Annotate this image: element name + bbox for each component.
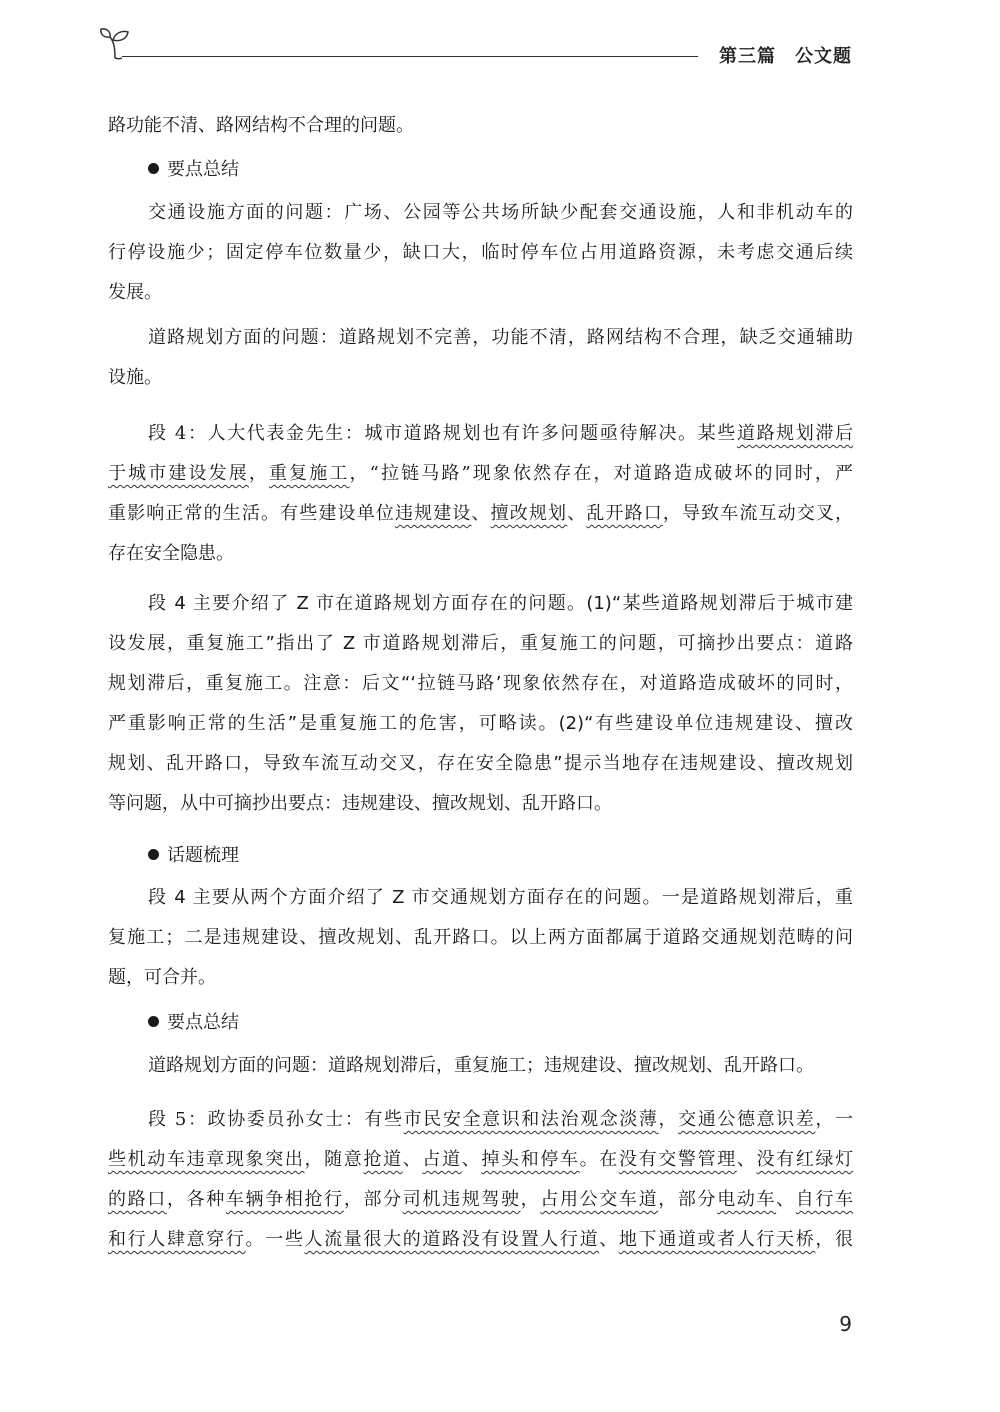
- underlined-phrase: 道路规划滞后: [736, 423, 854, 444]
- text-line: 段 4 主要介绍了 Z 市在道路规划方面存在的问题。(1)“某些道路规划滞后于城市建: [148, 593, 853, 614]
- source-paragraph-5: [108, 1100, 853, 1260]
- paragraph: [108, 318, 853, 398]
- bullet-dot-icon: [148, 849, 159, 860]
- text-line: 规划滞后，重复施工。注意：后文“‘拉链马路’现象依然存在，对道路造成破坏的同时，: [108, 673, 853, 694]
- underlined-phrase: 司机违规驾驶: [402, 1189, 521, 1210]
- text-line: 规划、乱开路口，导致车流互动交叉，存在安全隐患”提示当地存在违规建设、擅改规划: [108, 753, 853, 774]
- text-line: 严重影响正常的生活”是重复施工的危害，可略读。(2)“有些建设单位违规建设、擅改: [108, 713, 853, 734]
- header-rule: [122, 56, 698, 57]
- underlined-phrase: 地下通道或者人行天桥: [618, 1229, 816, 1250]
- underlined-phrase: 于城市建设发展: [108, 463, 249, 484]
- bullet-dot-icon: [148, 1016, 159, 1027]
- underlined-phrase: 车辆争相抢行: [225, 1189, 344, 1210]
- text-line: 设施。: [108, 367, 162, 388]
- bullet-dot-icon: [148, 163, 159, 174]
- text-line: 和行人肆意穿行。一些人流量很大的道路没有设置人行道、地下通道或者人行天桥，很: [108, 1229, 854, 1250]
- bullet-heading: [148, 836, 239, 876]
- underlined-phrase: 没有交警管理: [618, 1149, 737, 1170]
- underlined-phrase: 违规建设: [394, 503, 472, 524]
- paragraph: [108, 193, 853, 313]
- page-number: 9: [839, 1312, 852, 1336]
- heading-text: 要点总结: [167, 159, 239, 180]
- bullet-heading: [148, 1003, 239, 1043]
- underlined-phrase: 没有红绿灯: [756, 1149, 854, 1170]
- text-line: 道路规划方面的问题：道路规划滞后，重复施工；违规建设、擅改规划、乱开路口。: [148, 1055, 814, 1076]
- text-line: 设发展，重复施工”指出了 Z 市道路规划滞后，重复施工的问题，可摘抄出要点：道路: [108, 633, 853, 654]
- page-header: [98, 26, 858, 74]
- underlined-phrase: 和行人肆意穿行: [108, 1229, 246, 1250]
- paragraph: [108, 106, 853, 146]
- underlined-phrase: 抢道: [363, 1149, 403, 1170]
- underlined-phrase: 重复施工: [269, 463, 350, 484]
- text-line: 存在安全隐患。: [108, 543, 234, 564]
- underlined-phrase: 乱开路口: [586, 503, 663, 524]
- text-line: 交通设施方面的问题：广场、公园等公共场所缺少配套交通设施，人和非机动车的: [148, 202, 853, 223]
- text-line: 于城市建设发展，重复施工，“拉链马路”现象依然存在，对道路造成破坏的同时，严: [108, 463, 854, 484]
- text-line: 行停设施少；固定停车位数量少，缺口大，临时停车位占用道路资源，未考虑交通后续: [108, 242, 853, 263]
- heading-text: 要点总结: [167, 1012, 239, 1033]
- text-line: 的路口，各种车辆争相抢行，部分司机违规驾驶，占用公交车道，部分电动车、自行车: [108, 1189, 854, 1210]
- underlined-phrase: 交通公德意识差: [678, 1109, 816, 1130]
- text-line: 路功能不清、路网结构不合理的问题。: [108, 115, 414, 136]
- underlined-phrase: 自行车: [795, 1189, 854, 1210]
- paragraph: [108, 584, 853, 824]
- source-paragraph-4: [108, 414, 853, 574]
- underlined-phrase: 擅改规划: [490, 503, 568, 524]
- text-line: 重影响正常的生活。有些建设单位违规建设、擅改规划、乱开路口，导致车流互动交叉，: [108, 503, 854, 524]
- text-line: 发展。: [108, 282, 162, 303]
- underlined-phrase: 的路口: [108, 1189, 167, 1210]
- paragraph: [108, 1046, 853, 1086]
- text-line: 段 4：人大代表金先生：城市道路规划也有许多问题亟待解决。某些道路规划滞后: [148, 423, 854, 444]
- underlined-phrase: 占道: [422, 1149, 462, 1170]
- underlined-phrase: 些机动车违章现象突出: [108, 1149, 305, 1170]
- text-line: 等问题，从中可摘抄出要点：违规建设、擅改规划、乱开路口。: [108, 793, 612, 814]
- bullet-heading: [148, 150, 239, 190]
- underlined-phrase: 电动车: [717, 1189, 777, 1210]
- paragraph: [108, 878, 853, 998]
- text-line: 段 4 主要从两个方面介绍了 Z 市交通规划方面存在的问题。一是道路规划滞后，重: [148, 887, 853, 908]
- underlined-phrase: 占用公交车道: [540, 1189, 659, 1210]
- section-title: 第三篇 公文题: [719, 46, 852, 67]
- text-line: 题，可合并。: [108, 967, 216, 988]
- heading-text: 话题梳理: [167, 845, 239, 866]
- text-line: 段 5：政协委员孙女士：有些市民安全意识和法治观念淡薄，交通公德意识差，一: [148, 1109, 854, 1130]
- underlined-phrase: 人流量很大的道路没有设置人行道: [304, 1229, 600, 1250]
- text-line: 复施工；二是违规建设、擅改规划、乱开路口。以上两方面都属于道路交通规划范畴的问: [108, 927, 853, 948]
- underlined-phrase: 掉头和停车: [481, 1149, 580, 1170]
- underlined-phrase: 市民安全意识和法治观念淡薄: [403, 1109, 659, 1130]
- text-line: 道路规划方面的问题：道路规划不完善，功能不清，路网结构不合理，缺乏交通辅助: [148, 327, 853, 348]
- text-line: 些机动车违章现象突出，随意抢道、占道、掉头和停车。在没有交警管理、没有红绿灯: [108, 1149, 854, 1170]
